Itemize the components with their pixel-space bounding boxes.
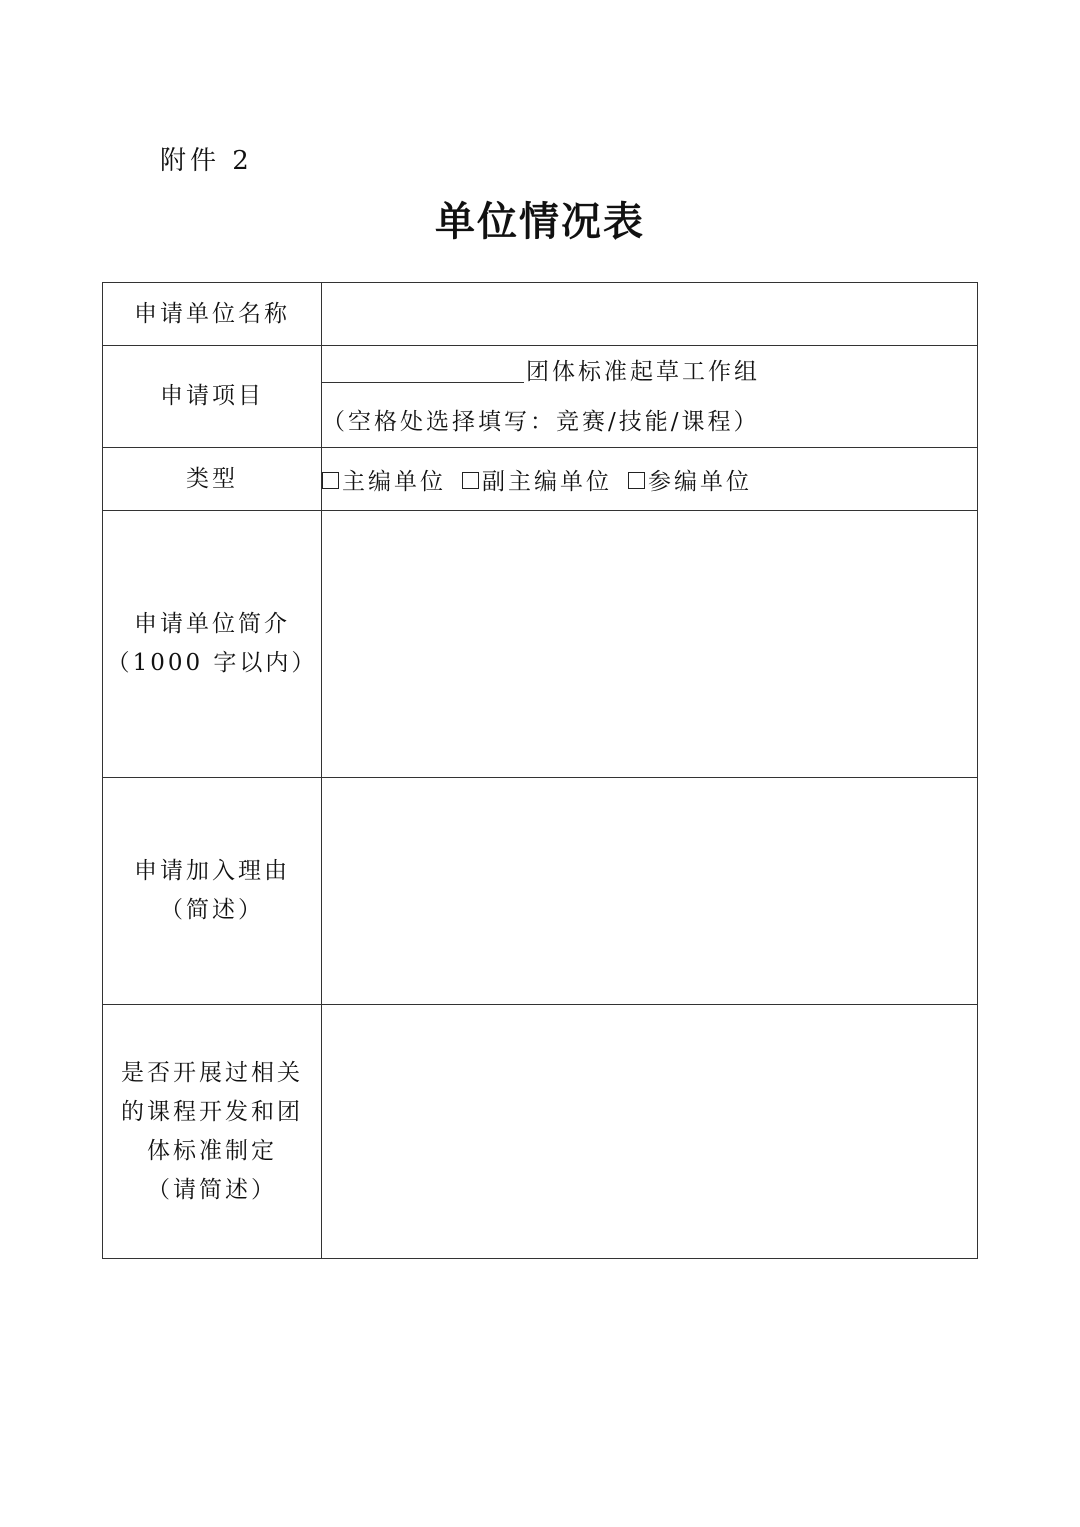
reason-label-line-1: 申请加入理由 [134,858,290,884]
row-unit-name [103,283,978,346]
row-reason [103,778,978,1005]
experience-label-line-2: 的课程开发和团 [121,1098,303,1125]
intro-field[interactable] [322,511,978,778]
option-participating-editor[interactable] [628,469,752,495]
experience-field[interactable] [322,1005,978,1259]
checkbox-deputy-chief-editor[interactable] [462,472,479,489]
checkbox-participating-editor[interactable] [628,472,645,489]
project-cell [322,346,978,448]
project-note: （空格处选择填写：竞赛/技能/课程） [322,408,760,435]
option-participating-editor-label: 参编单位 [648,468,752,495]
type-label: 类型 [103,448,322,511]
type-options [322,448,978,511]
row-intro [103,511,978,778]
reason-label [103,778,322,1005]
page-title: 单位情况表 [435,199,645,245]
unit-info-form [102,282,978,1259]
option-chief-editor-label: 主编单位 [342,468,446,495]
checkbox-chief-editor[interactable] [322,472,339,489]
experience-label-line-3: 体标准制定 [147,1137,277,1164]
intro-label-line-1: 申请单位简介 [134,611,290,637]
experience-label-line-1: 是否开展过相关 [121,1059,303,1086]
intro-label-line-2: （1000 字以内） [106,650,318,676]
option-deputy-chief-editor-label: 副主编单位 [482,468,612,495]
option-deputy-chief-editor[interactable] [462,469,612,495]
reason-field[interactable] [322,778,978,1005]
unit-name-label: 申请单位名称 [103,283,322,346]
reason-label-line-2: （简述） [160,897,264,923]
row-project [103,346,978,448]
row-type [103,448,978,511]
experience-label [103,1005,322,1259]
unit-name-field[interactable] [322,283,978,346]
intro-label [103,511,322,778]
attachment-label: 附件 2 [160,146,253,176]
project-label: 申请项目 [103,346,322,448]
project-suffix: 团体标准起草工作组 [526,358,760,385]
experience-label-line-4: （请简述） [147,1176,277,1203]
option-chief-editor[interactable] [322,469,446,495]
row-experience [103,1005,978,1259]
project-blank-field[interactable] [322,358,524,383]
